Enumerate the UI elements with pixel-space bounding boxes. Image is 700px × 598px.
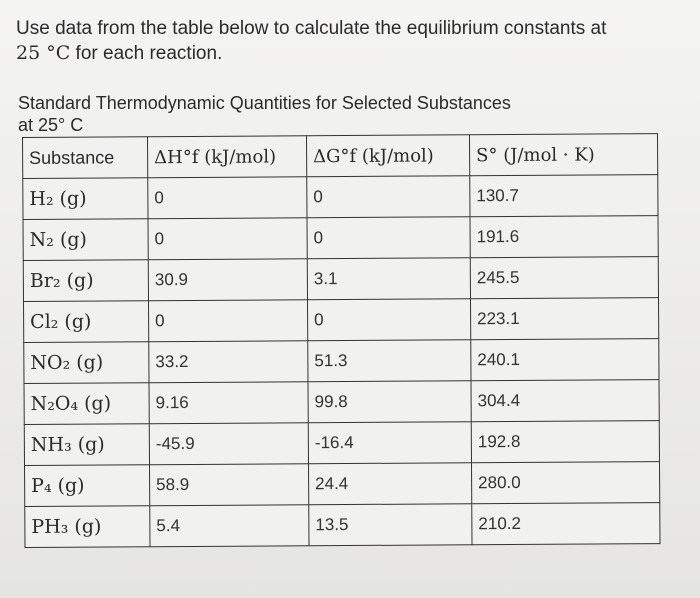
substance-cell: N₂ (g) (23, 219, 148, 261)
entropy-cell: 210.2 (472, 503, 660, 545)
entropy-cell: 130.7 (470, 175, 658, 217)
question-text (16, 16, 686, 66)
substance-cell: NO₂ (g) (24, 342, 149, 384)
delta-h-cell: 0 (149, 300, 308, 342)
substance-cell: H₂ (g) (23, 178, 148, 220)
delta-h-cell: 30.9 (148, 259, 307, 301)
delta-g-cell: 0 (307, 217, 470, 259)
entropy-cell: 245.5 (470, 257, 658, 299)
substance-cell: PH₃ (g) (25, 506, 150, 548)
question-line-1: Use data from the table below to calculate the equilibrium constants at (16, 18, 607, 39)
substance-cell: N₂O₄ (g) (24, 383, 149, 425)
delta-g-cell: 99.8 (308, 381, 471, 423)
substance-cell: NH₃ (g) (24, 424, 149, 466)
table-header-row (23, 134, 658, 179)
table-row (24, 421, 659, 466)
table-row (24, 339, 659, 384)
thermo-table (22, 133, 660, 548)
entropy-cell: 304.4 (471, 380, 659, 422)
delta-g-cell: -16.4 (308, 422, 471, 464)
delta-h-cell: 0 (148, 177, 307, 219)
header-substance: Substance (23, 137, 148, 179)
table-row (24, 298, 659, 343)
substance-cell: Cl₂ (g) (24, 301, 149, 343)
substance-cell: P₄ (g) (25, 465, 150, 507)
delta-h-cell: 5.4 (150, 505, 309, 547)
delta-h-cell: 0 (148, 218, 307, 260)
header-delta-h: ΔH°f (kJ/mol) (148, 136, 307, 178)
substance-cell: Br₂ (g) (23, 260, 148, 302)
delta-g-cell: 3.1 (307, 258, 470, 300)
table-caption (18, 92, 658, 136)
delta-g-cell: 13.5 (309, 504, 472, 546)
table-row (25, 462, 660, 507)
delta-g-cell: 0 (307, 299, 470, 341)
table-row (23, 257, 658, 302)
question-line-2 (16, 41, 686, 66)
delta-h-cell: 9.16 (149, 382, 308, 424)
delta-h-cell: 33.2 (149, 341, 308, 383)
caption-line-2: at 25° C (18, 115, 84, 135)
table-row (24, 380, 659, 425)
entropy-cell: 223.1 (470, 298, 658, 340)
delta-g-cell: 0 (307, 176, 470, 218)
table-row (23, 216, 658, 261)
table-row (23, 175, 658, 220)
entropy-cell: 240.1 (471, 339, 659, 381)
question-line-2-rest: for each reaction. (70, 43, 223, 64)
entropy-cell: 192.8 (471, 421, 659, 463)
temperature: 25 °C (16, 42, 71, 64)
delta-g-cell: 51.3 (308, 340, 471, 382)
entropy-cell: 280.0 (471, 462, 659, 504)
entropy-cell: 191.6 (470, 216, 658, 258)
delta-h-cell: 58.9 (150, 464, 309, 506)
delta-h-cell: -45.9 (149, 423, 308, 465)
header-delta-g: ΔG°f (kJ/mol) (306, 135, 469, 177)
caption-line-1: Standard Thermodynamic Quantities for Selected Substances (18, 93, 511, 113)
delta-g-cell: 24.4 (309, 463, 472, 505)
table-row (25, 503, 660, 548)
header-entropy: S° (J/mol · K) (469, 134, 657, 176)
